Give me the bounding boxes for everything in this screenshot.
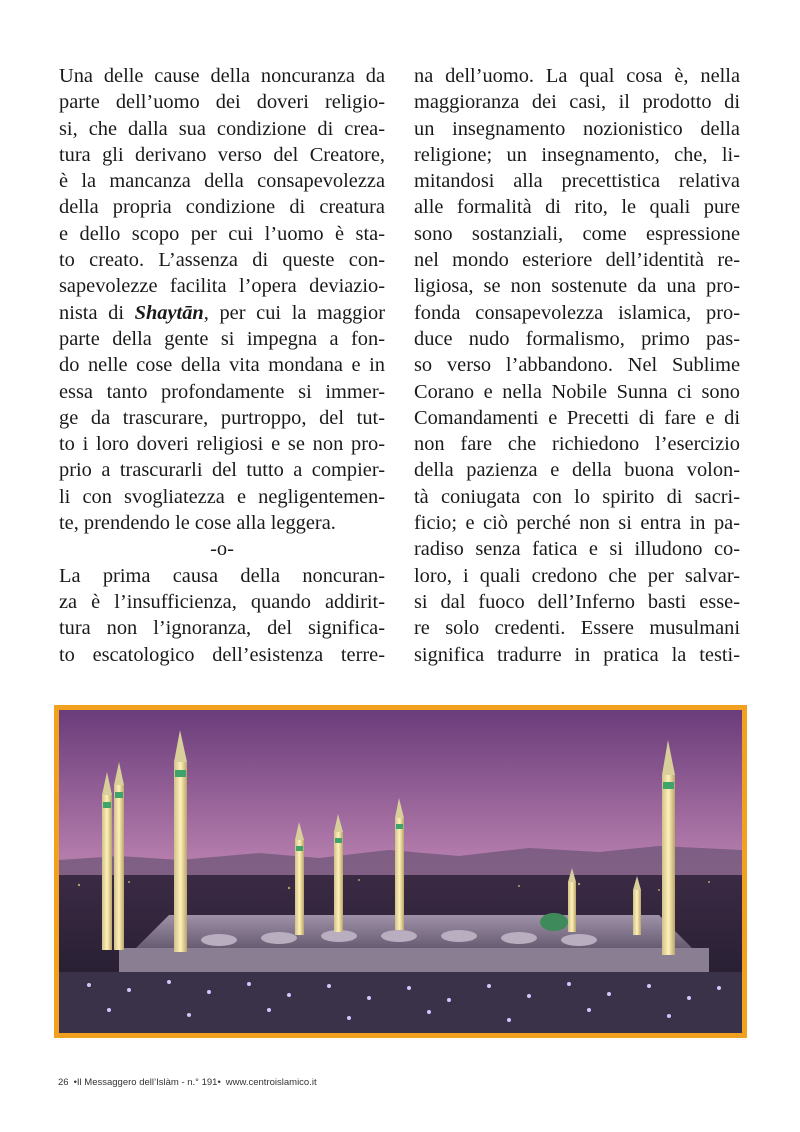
text-line: re solo credenti. Essere musulmani [414,617,740,640]
text-line: alle formalità di rito, le quali pure [414,196,740,219]
text-line: Una delle cause della noncuranza da [59,65,385,87]
page-footer [58,1077,322,1088]
text-line: religione; un insegnamento, che, li- [414,143,740,166]
text-line: sapevolezze facilita l’opera deviazio- [59,275,385,298]
text-line: Corano e nella Nobile Sunna ci sono [414,380,740,403]
text-line: della pazienza e della buona volon- [414,459,740,482]
text-line: è la mancanza della consapevolezza [59,170,385,193]
mosque-photo [54,705,747,1038]
text-line: nel mondo esteriore dell’identità re- [414,249,740,272]
text-line: fonda consapevolezza islamica, pro- [414,301,740,324]
text-line: si dal fuoco dell’Inferno basti esse- [414,590,740,613]
page-number: 26 [58,1077,69,1088]
text-line: so verso l’abbandono. Nel Sublime [414,354,740,377]
publication-name: •Il Messaggero dell’Islàm - n.° 191• [73,1077,221,1088]
text-line: to creato. L’assenza di queste con- [59,249,385,272]
text-line: za è l’insufficienza, quando addirit- [59,590,385,613]
text-line: radiso senza fatica e si illudono co- [414,538,740,561]
text-line: li con svogliatezza e negligentemen- [59,485,385,508]
text-line: to escatologico dell’esistenza terre- [59,643,385,666]
text-line: parte della gente si impegna a fon- [59,327,385,350]
text-column-left [59,63,385,668]
text-line: ge da trascurare, purtroppo, del tut- [59,406,385,429]
text-line: essa tanto profondamente si immer- [59,380,385,403]
text-line: na dell’uomo. La qual cosa è, nella [414,65,740,87]
text-line: La prima causa della noncuran- [59,564,385,587]
text-line: maggioranza dei casi, il prodotto di [414,91,740,114]
text-line: e dello scopo per cui l’uomo è sta- [59,222,385,245]
text-line: nista di Shaytān, per cui la maggior [59,301,385,324]
text-line: mitandosi alla precettistica relativa [414,170,740,193]
text-line: tura non l’ignoranza, del significa- [59,617,385,640]
section-separator: -o- [210,538,234,561]
mosque-photo-image [59,710,742,1033]
text-line: tura gli derivano verso del Creatore, [59,143,385,166]
text-line: sono sostanziali, come espressione [414,222,740,245]
text-line: te, prendendo le cose alla leggera. [59,512,336,535]
text-line: si, che dalla sua condizione di crea- [59,117,385,140]
text-line: do nelle cose della vita mondana e in [59,354,385,377]
text-line: to i loro doveri religiosi e se non pro- [59,433,385,456]
text-line: significa tradurre in pratica la testi- [414,643,740,666]
text-line: tà coniugata con lo spirito di sacri- [414,485,740,508]
website-link[interactable]: www.centroislamico.it [225,1077,317,1088]
text-line: non fare che richiedono l’esercizio [414,433,740,456]
text-column-right [414,63,740,668]
text-line: un insegnamento nozionistico della [414,117,740,140]
text-line: duce nudo formalismo, primo pas- [414,327,740,350]
shaytan-term: Shaytān [134,301,204,324]
text-line: della propria condizione di creatura [59,196,385,219]
text-line: ficio; e ciò perché non si entra in pa- [414,512,740,535]
text-line: loro, i quali credono che per salvar- [414,564,740,587]
text-line: parte dell’uomo dei doveri religio- [59,91,385,114]
text-line: prio a trascurarli del tutto a compier- [59,459,385,482]
text-line: ligiosa, se non sostenute da una pro- [414,275,740,298]
text-line: Comandamenti e Precetti di fare e di [414,406,740,429]
